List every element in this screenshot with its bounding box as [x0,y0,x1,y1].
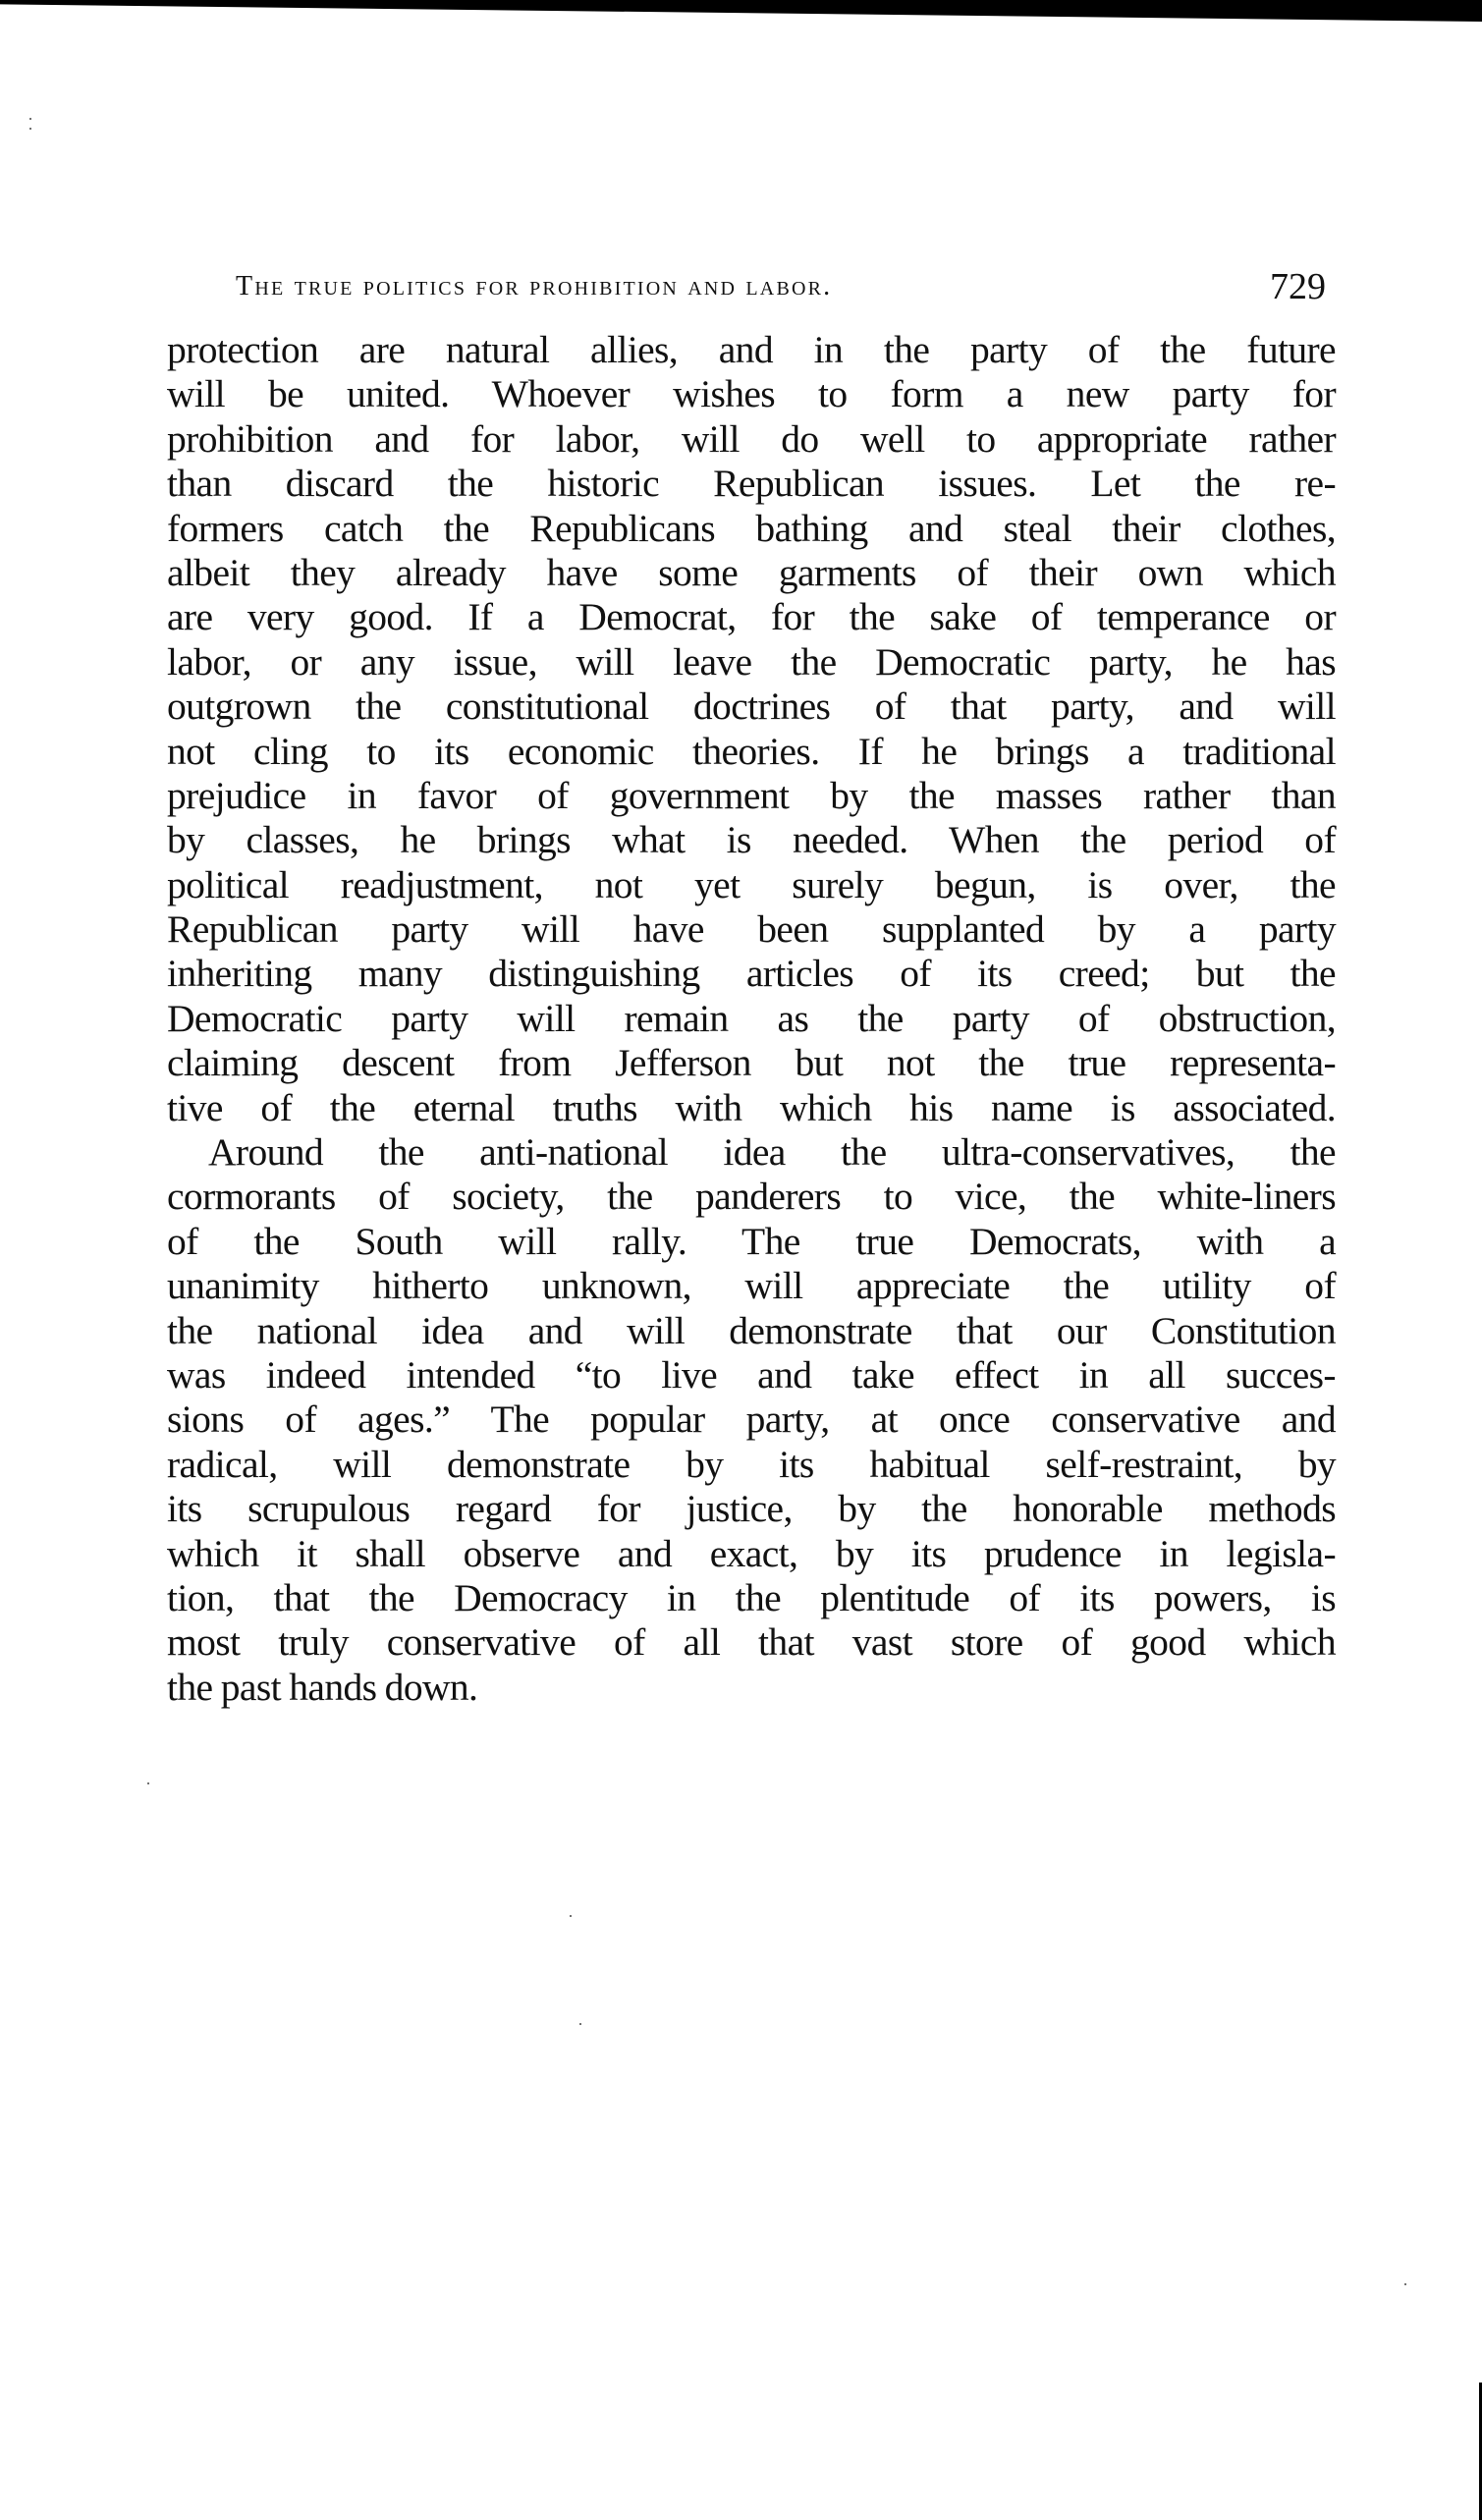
text-line: the past hands down. [167,1665,478,1709]
text-line: inheriting many distinguishing articles of its creed; but the [167,952,1336,996]
body-text [167,328,1336,1710]
text-line: Democratic party will remain as the party of obstruction, [167,996,1336,1040]
text-line: political readjustment, not yet surely begun, is over, the [167,862,1336,906]
text-line: albeit they already have some garments of their own which [167,550,1336,594]
scan-top-edge [0,0,1482,22]
text-line: prejudice in favor of government by the masses rather than [167,773,1336,817]
text-line: which it shall observe and exact, by its prudence in legisla- [167,1531,1336,1575]
page-number: 729 [1270,266,1326,307]
text-line: will be united. Whoever wishes to form a new party for [167,372,1336,416]
text-line: than discard the historic Republican issues. Let the re- [167,462,1336,506]
text-line: its scrupulous regard for justice, by the honorable methods [167,1487,1336,1531]
text-line: by classes, he brings what is needed. When the period of [167,818,1336,862]
paragraph-2 [167,1130,1336,1710]
text-line: the national idea and will demonstrate that our Constitution [167,1308,1336,1352]
running-title: The true politics for prohibition and labor. [236,271,833,301]
text-line: of the South will rally. The true Democrats, with a [167,1219,1336,1263]
text-line: not cling to its economic theories. If he brings a traditional [167,729,1336,773]
text-line: protection are natural allies, and in the party of the future [167,328,1336,371]
scan-speck [579,2023,581,2025]
text-line: was indeed intended “to live and take effect in all succes- [167,1352,1336,1397]
text-line: Republican party will have been supplanted by a party [167,907,1336,952]
text-line: Around the anti-national idea the ultra-conservatives, the [208,1130,1336,1175]
text-line: radical, will demonstrate by its habitual self-restraint, by [167,1442,1336,1486]
running-head [236,265,1326,314]
text-line: most truly conservative of all that vast store of good which [167,1620,1336,1665]
text-line: formers catch the Republicans bathing and steal their clothes, [167,506,1336,550]
text-line: prohibition and for labor, will do well to appropriate rather [167,416,1336,461]
text-line: claiming descent from Jefferson but not the true representa- [167,1041,1336,1085]
text-line: tive of the eternal truths with which his name is associated. [167,1085,1336,1129]
text-line: cormorants of society, the panderers to vice, the white-liners [167,1175,1336,1219]
text-line: outgrown the constitutional doctrines of that party, and will [167,685,1336,729]
text-line: are very good. If a Democrat, for the sake of temperance or [167,595,1336,639]
text-line: sions of ages.” The popular party, at once conservative and [167,1397,1336,1442]
text-line: tion, that the Democracy in the plentitude of its powers, is [167,1575,1336,1619]
text-line: labor, or any issue, will leave the Democratic party, he has [167,639,1336,684]
scan-speck [1404,2283,1406,2285]
text-line: unanimity hitherto unknown, will appreciate the utility of [167,1264,1336,1308]
scan-speck [29,128,31,130]
scan-speck [29,118,31,120]
scan-speck [147,1782,149,1784]
scan-speck [570,1915,572,1917]
paragraph-1 [167,328,1336,1130]
book-page [167,265,1336,1710]
